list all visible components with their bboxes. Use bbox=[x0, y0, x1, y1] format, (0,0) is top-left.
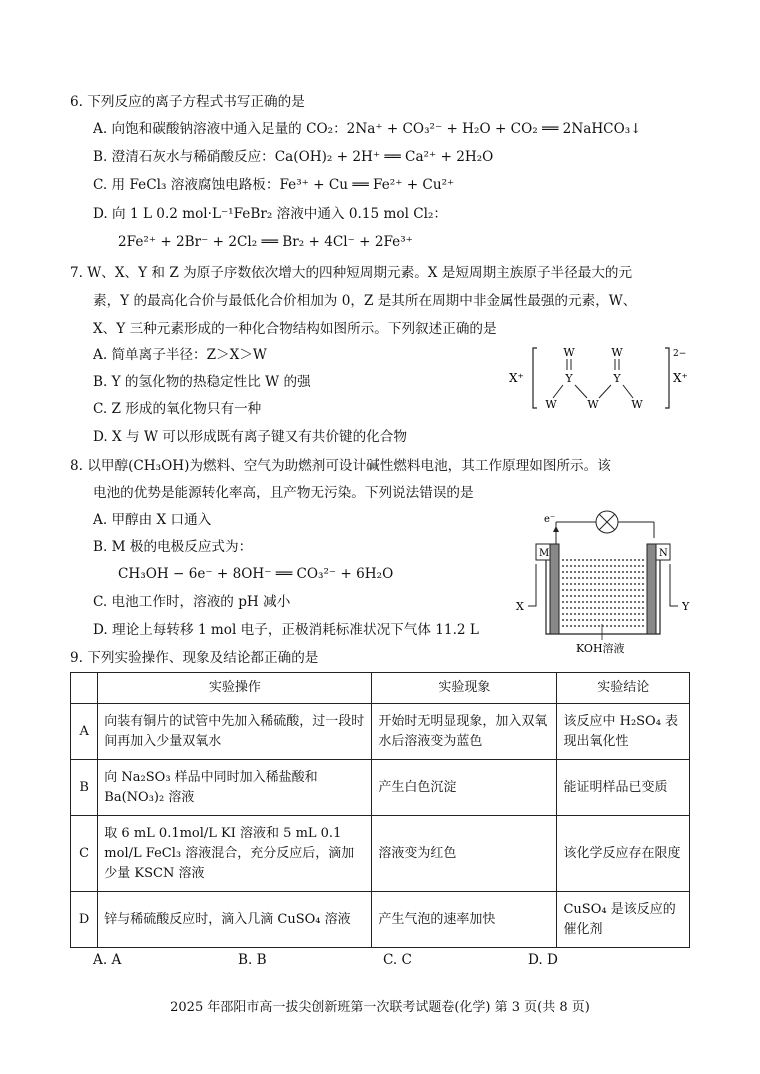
q9-row-a-operation: 向装有铜片的试管中先加入稀硫酸，过一段时间再加入少量双氧水 bbox=[98, 704, 372, 760]
q9-choice-a: A. A bbox=[93, 952, 122, 968]
q8-option-b-line1: B. M 极的电极反应式为： bbox=[93, 539, 253, 555]
q8-option-c: C. 电池工作时，溶液的 pH 减小 bbox=[93, 594, 291, 610]
q9-row-d-conclusion: CuSO₄ 是该反应的催化剂 bbox=[557, 892, 690, 948]
table-row bbox=[71, 760, 690, 816]
q8-electrode-n-label: N bbox=[659, 548, 668, 559]
q8-port-x-pipe bbox=[528, 564, 536, 606]
q8-electrode-m-label: M bbox=[539, 548, 550, 559]
q7-atom-w-top2: W bbox=[611, 346, 623, 359]
page-footer: 2025 年邵阳市高一拔尖创新班第一次联考试题卷(化学) 第 3 页(共 8 页) bbox=[170, 1000, 590, 1015]
q9-stem: 9. 下列实验操作、现象及结论都正确的是 bbox=[70, 650, 319, 666]
q9-row-b-label: B bbox=[71, 760, 98, 816]
q9-table-header bbox=[71, 673, 690, 704]
q7-charge: 2− bbox=[673, 349, 687, 359]
q9-table bbox=[70, 672, 690, 948]
q7-atom-w-top1: W bbox=[563, 346, 575, 359]
q7-structure-figure bbox=[505, 340, 700, 414]
q7-atom-w-bottom1: W bbox=[545, 398, 557, 411]
q9-row-c-phenomenon: 溶液变为红色 bbox=[372, 816, 557, 892]
q9-choice-d: D. D bbox=[528, 952, 558, 968]
q9-header-conclusion: 实验结论 bbox=[557, 673, 690, 704]
q8-electrode-m bbox=[550, 544, 559, 634]
q8-option-d: D. 理论上每转移 1 mol 电子，正极消耗标准状况下气体 11.2 L bbox=[93, 622, 479, 638]
q9-choice-b: B. B bbox=[238, 952, 267, 968]
q9-header-blank bbox=[71, 673, 98, 704]
q8-electrolyte-label: KOH溶液 bbox=[576, 642, 625, 655]
q8-stem-line2: 电池的优势是能源转化率高，且产物无污染。下列说法错误的是 bbox=[93, 485, 474, 501]
table-row bbox=[71, 816, 690, 892]
q7-option-c: C. Z 形成的氧化物只有一种 bbox=[93, 401, 262, 417]
q9-row-b-phenomenon: 产生白色沉淀 bbox=[372, 760, 557, 816]
q8-option-b-line2: CH₃OH − 6e⁻ + 8OH⁻ ══ CO₃²⁻ + 6H₂O bbox=[118, 566, 394, 582]
q8-electrode-n bbox=[647, 544, 656, 634]
q6-option-d-line2: 2Fe²⁺ + 2Br⁻ + 2Cl₂ ══ Br₂ + 4Cl⁻ + 2Fe³⁺ bbox=[118, 234, 413, 250]
q9-row-c-label: C bbox=[71, 816, 98, 892]
q8-fuel-cell-figure bbox=[510, 506, 700, 656]
q7-bond-6 bbox=[623, 385, 633, 398]
q6-stem: 6. 下列反应的离子方程式书写正确的是 bbox=[70, 94, 305, 110]
q6-option-b: B. 澄清石灰水与稀硝酸反应：Ca(OH)₂ + 2H⁺ ══ Ca²⁺ + 2H₂O bbox=[93, 149, 494, 165]
q9-row-b-operation: 向 Na₂SO₃ 样品中同时加入稀盐酸和 Ba(NO₃)₂ 溶液 bbox=[98, 760, 372, 816]
q8-port-x-label: X bbox=[516, 600, 524, 613]
q8-electron-label: e⁻ bbox=[544, 514, 556, 525]
q7-option-b: B. Y 的氢化物的热稳定性比 W 的强 bbox=[93, 374, 311, 390]
q9-row-a-label: A bbox=[71, 704, 98, 760]
q7-stem-line1: 7. W、X、Y 和 Z 为原子序数依次增大的四种短周期元素。X 是短周期主族原子半径最大的元 bbox=[70, 265, 633, 281]
q8-electrolyte bbox=[558, 558, 648, 632]
q7-atom-y2: Y bbox=[613, 372, 621, 385]
q8-stem-line1: 8. 以甲醇(CH₃OH)为燃料、空气为助燃剂可设计碱性燃料电池，其工作原理如图所示。该 bbox=[70, 458, 611, 474]
q9-choice-c: C. C bbox=[383, 952, 412, 968]
q7-bond-4 bbox=[575, 385, 587, 398]
q7-bond-5 bbox=[599, 385, 611, 398]
q9-row-d-operation: 锌与稀硫酸反应时，滴入几滴 CuSO₄ 溶液 bbox=[98, 892, 372, 948]
q8-electron-arrow-head bbox=[553, 526, 559, 532]
table-row bbox=[71, 892, 690, 948]
q7-atom-y1: Y bbox=[565, 372, 573, 385]
q9-header-phenomenon: 实验现象 bbox=[372, 673, 557, 704]
q6-option-a: A. 向饱和碳酸钠溶液中通入足量的 CO₂：2Na⁺ + CO₃²⁻ + H₂O + CO₂ ══ 2NaHCO₃↓ bbox=[93, 121, 642, 137]
q7-option-a: A. 简单离子半径：Z＞X＞W bbox=[93, 347, 267, 363]
q9-row-c-operation: 取 6 mL 0.1mol/L KI 溶液和 5 mL 0.1 mol/L FeCl₃ 溶液混合，充分反应后，滴加少量 KSCN 溶液 bbox=[98, 816, 372, 892]
table-row bbox=[71, 704, 690, 760]
q9-row-c-conclusion: 该化学反应存在限度 bbox=[557, 816, 690, 892]
q7-bracket-right bbox=[665, 348, 669, 408]
q9-row-d-label: D bbox=[71, 892, 98, 948]
q9-row-d-phenomenon: 产生气泡的速率加快 bbox=[372, 892, 557, 948]
q7-atom-w-bottom2: W bbox=[587, 398, 599, 411]
q8-electrolyte-hatching bbox=[562, 560, 644, 626]
q8-port-y-pipe bbox=[670, 564, 678, 606]
q9-row-a-conclusion: 该反应中 H₂SO₄ 表现出氧化性 bbox=[557, 704, 690, 760]
q7-option-d: D. X 与 W 可以形成既有离子键又有共价键的化合物 bbox=[93, 429, 407, 445]
q7-bond-3 bbox=[553, 385, 563, 398]
q7-stem-line2: 素，Y 的最高化合价与最低化合价相加为 0，Z 是其所在周期中非金属性最强的元素，W、 bbox=[93, 293, 637, 309]
q7-cation-left: X⁺ bbox=[509, 371, 524, 385]
q7-stem-line3: X、Y 三种元素形成的一种化合物结构如图所示。下列叙述正确的是 bbox=[93, 321, 497, 337]
q9-row-b-conclusion: 能证明样品已变质 bbox=[557, 760, 690, 816]
q7-atom-w-bottom3: W bbox=[631, 398, 643, 411]
q8-port-y-label: Y bbox=[682, 600, 690, 613]
q9-row-a-phenomenon: 开始时无明显现象，加入双氧水后溶液变为蓝色 bbox=[372, 704, 557, 760]
q6-option-c: C. 用 FeCl₃ 溶液腐蚀电路板：Fe³⁺ + Cu ══ Fe²⁺ + Cu²⁺ bbox=[93, 177, 455, 193]
q8-option-a: A. 甲醇由 X 口通入 bbox=[93, 512, 212, 528]
q7-bracket-left bbox=[533, 348, 537, 408]
q7-cation-right: X⁺ bbox=[673, 371, 688, 385]
q6-option-d-line1: D. 向 1 L 0.2 mol·L⁻¹FeBr₂ 溶液中通入 0.15 mol Cl₂： bbox=[93, 206, 448, 222]
q9-header-operation: 实验操作 bbox=[98, 673, 372, 704]
